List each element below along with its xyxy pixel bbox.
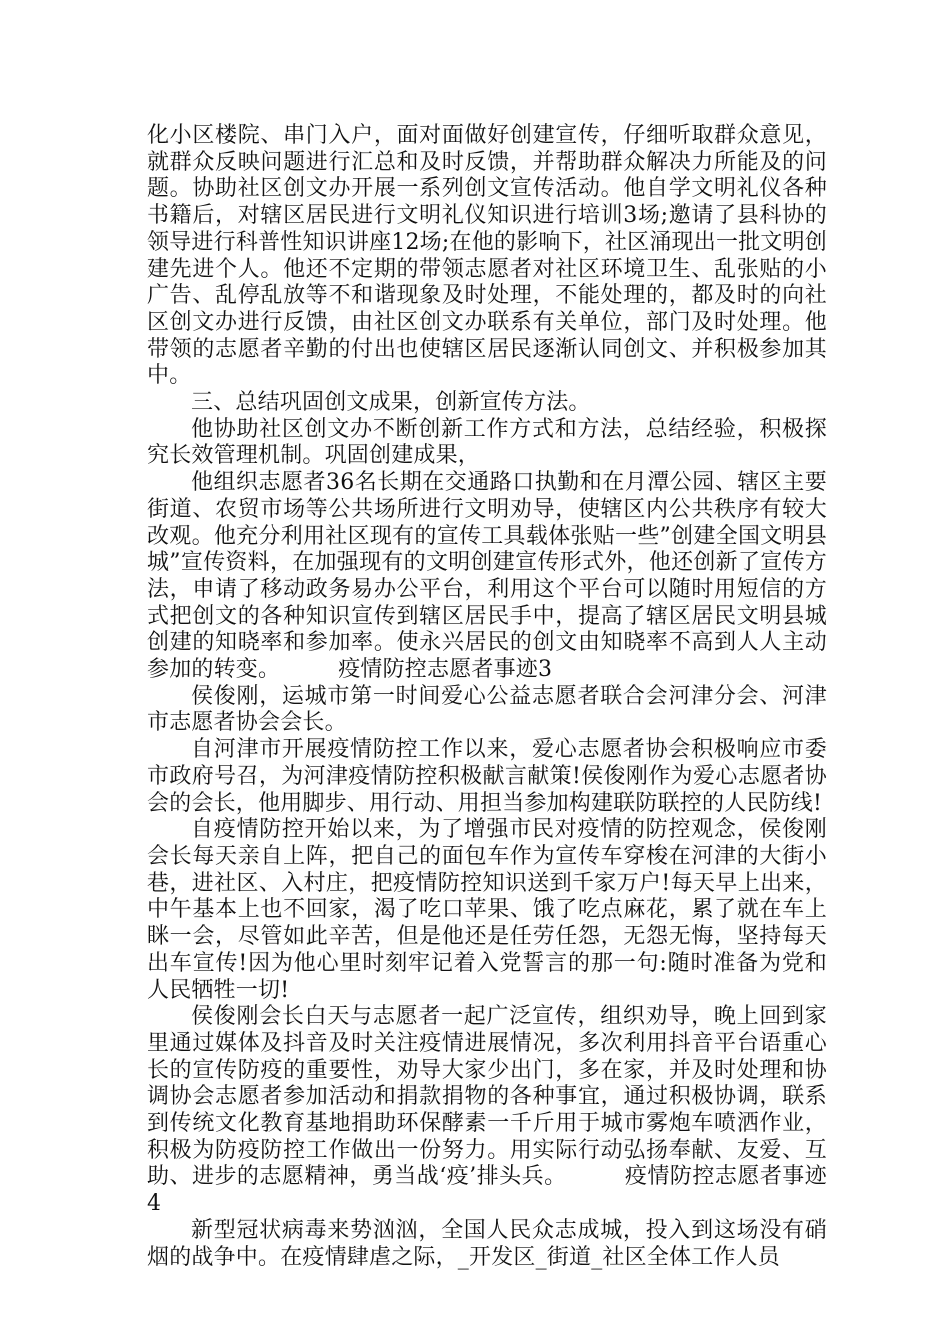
document-body xyxy=(147,123,827,1271)
paragraph-6 xyxy=(147,737,827,817)
paragraph-7-text: 自疫情防控开始以来，为了增强市民对疫情的防控观念，侯俊刚会长每天亲自上阵，把自己的面包车作为宣传车穿梭在河津的大街小巷，进社区、入村庄，把疫情防控知识送到千家万户!每天早上出来，中午基本上也不回家，渴了吃口苹果、饿了吃点麻花，累了就在车上眯一会，尽管如此辛苦，但是他还是任劳任怨，无怨无悔，坚持每天出车宣传!因为他心里时刻牢记着入党誓言的那一句:随时准备为党和人民牺牲一切! xyxy=(147,817,827,1003)
paragraph-1 xyxy=(147,123,827,390)
paragraph-1-text: 化小区楼院、串门入户，面对面做好创建宣传，仔细听取群众意见，就群众反映问题进行汇总和及时反馈，并帮助群众解决力所能及的问题。协助社区创文办开展一系列创文宣传活动。他自学文明礼仪各种书籍后，对辖区居民进行文明礼仪知识进行培训3场;邀请了县科协的领导进行科普性知识讲座12场;在他的影响下，社区涌现出一批文明创建先进个人。他还不定期的带领志愿者对社区环境卫生、乱张贴的小广告、乱停乱放等不和谐现象及时处理，不能处理的，都及时的向社区创文办进行反馈，由社区创文办联系有关单位，部门及时处理。他带领的志愿者辛勤的付出也使辖区居民逐渐认同创文、并积极参加其中。 xyxy=(147,123,827,389)
paragraph-8 xyxy=(147,1004,827,1218)
section-title-3: 疫情防控志愿者事迹3 xyxy=(338,657,553,683)
section-title-4: 疫情防控志愿者事迹4 xyxy=(147,1164,827,1217)
paragraph-3-text: 他协助社区创文办不断创新工作方式和方法，总结经验，积极探究长效管理机制。巩固创建成果， xyxy=(147,416,827,469)
paragraph-2-section-heading xyxy=(147,390,827,417)
paragraph-5 xyxy=(147,684,827,737)
paragraph-7 xyxy=(147,817,827,1004)
paragraph-8-text: 侯俊刚会长白天与志愿者一起广泛宣传，组织劝导，晚上回到家里通过媒体及抖音及时关注疫情进展情况，多次利用抖音平台语重心长的宣传防疫的重要性，劝导大家少出门，多在家，并及时处理和协调协会志愿者参加活动和捐款捐物的各种事宜，通过积极协调，联系到传统文化教育基地捐助环保酵素一千斤用于城市雾炮车喷洒作业，积极为防疫防控工作做出一份努力。用实际行动弘扬奉献、友爱、互助、进步的志愿精神，勇当战‘疫’排头兵。 xyxy=(147,1004,827,1190)
paragraph-4 xyxy=(147,470,827,684)
paragraph-3 xyxy=(147,417,827,470)
paragraph-6-text: 自河津市开展疫情防控工作以来，爱心志愿者协会积极响应市委市政府号召，为河津疫情防控积极献言献策!侯俊刚作为爱心志愿者协会的会长，他用脚步、用行动、用担当参加构建联防联控的人民防线! xyxy=(147,737,827,816)
paragraph-5-text: 侯俊刚，运城市第一时间爱心公益志愿者联合会河津分会、河津市志愿者协会会长。 xyxy=(147,683,827,736)
paragraph-2-text: 三、总结巩固创文成果，创新宣传方法。 xyxy=(191,390,591,416)
paragraph-9-text: 新型冠状病毒来势汹汹，全国人民众志成城，投入到这场没有硝烟的战争中。在疫情肆虐之际，_开发区_街道_社区全体工作人员 xyxy=(147,1217,827,1270)
paragraph-4-text: 他组织志愿者36名长期在交通路口执勤和在月潭公园、辖区主要街道、农贸市场等公共场所进行文明劝导，使辖区内公共秩序有较大改观。他充分利用社区现有的宣传工具载体张贴一些”创建全国文明县城”宣传资料，在加强现有的文明创建宣传形式外，他还创新了宣传方法，申请了移动政务易办公平台，利用这个平台可以随时用短信的方式把创文的各种知识宣传到辖区居民手中，提高了辖区居民文明县城创建的知晓率和参加率。使永兴居民的创文由知晓率不高到人人主动参加的转变。 xyxy=(147,470,827,683)
paragraph-9 xyxy=(147,1218,827,1271)
